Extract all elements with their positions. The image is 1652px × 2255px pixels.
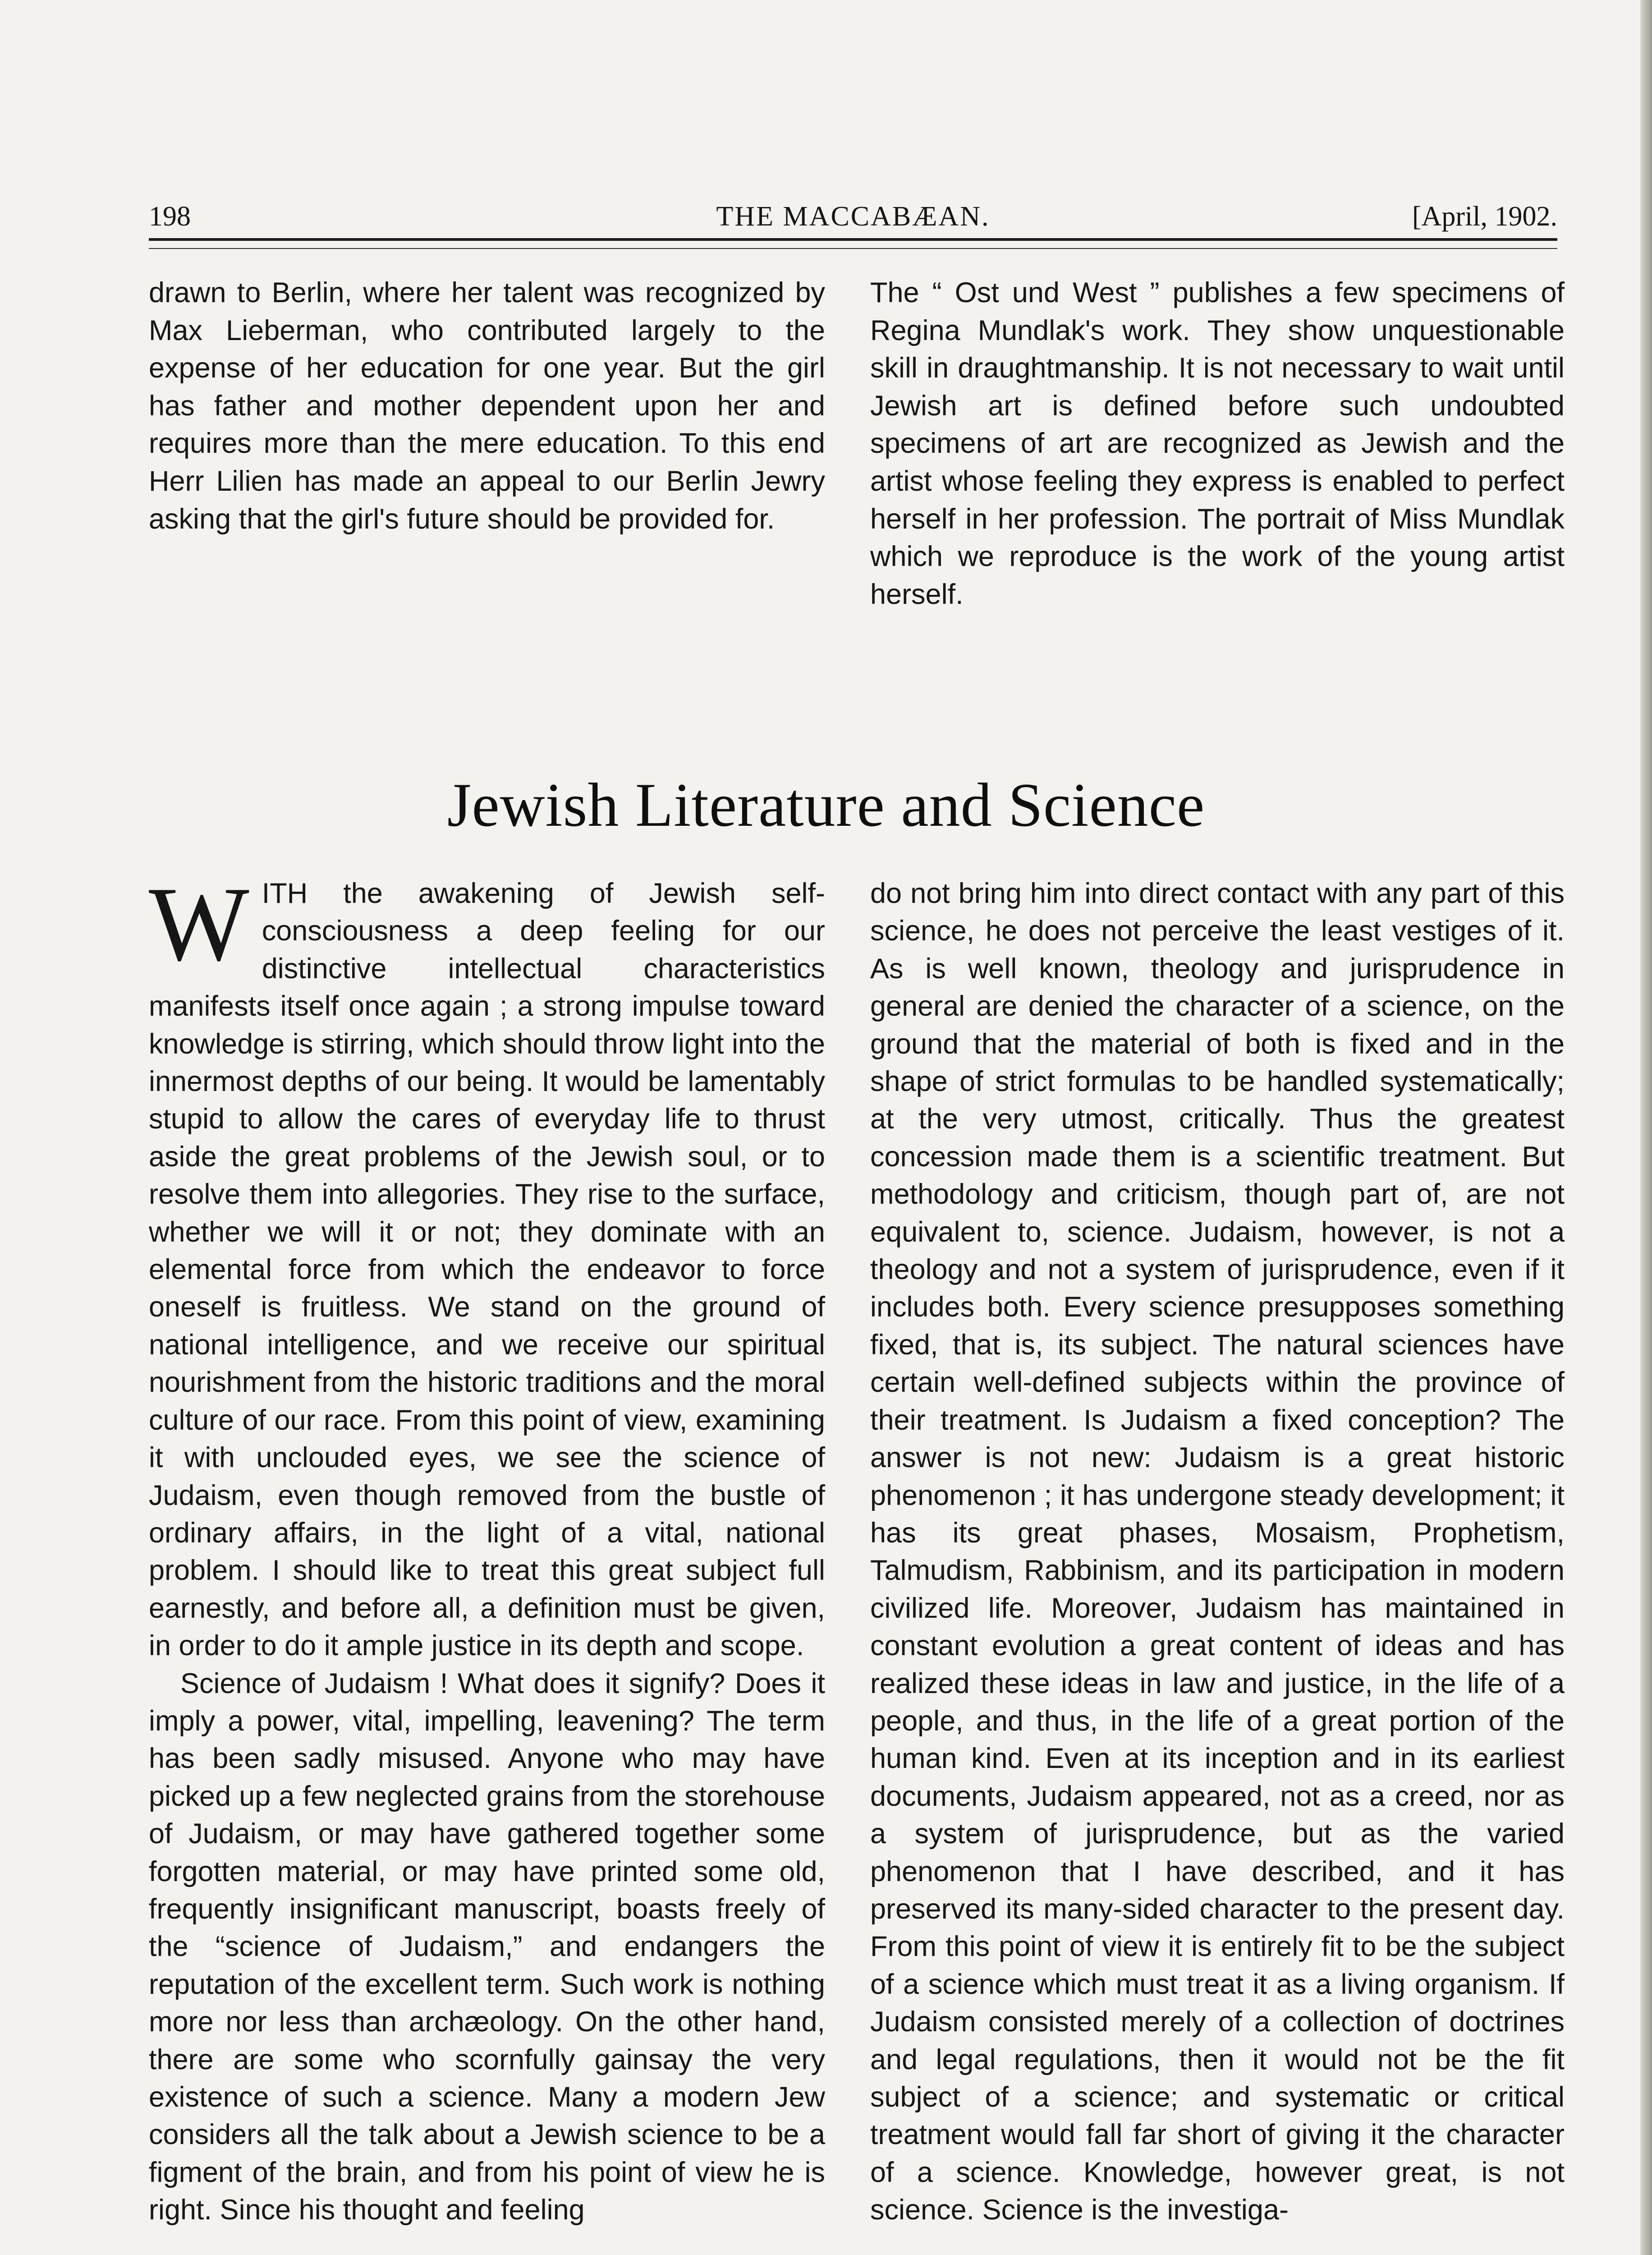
article-right-column [870,875,1565,2229]
article-paragraph-1 [149,865,825,1665]
top-right-column [870,274,1565,613]
top-left-paragraph: drawn to Berlin, where her talent was recognized by Max Lieberman, who contributed largely to the expense of her education for one year. But the girl has father and mother dependent upon her and requires more than the mere education. To this end Herr Lilien has made an appeal to our Berlin Jewry asking that the girl's future should be provided for. [149,277,825,535]
journal-title: THE MACCABÆAN. [716,201,990,232]
top-left-column [149,274,825,538]
running-head [149,194,1557,239]
article-title: Jewish Literature and Science [447,770,1205,839]
page-number: 198 [149,201,191,232]
header-rule [149,238,1557,241]
paragraph-1-text: ITH the awakening of Jewish self-consciousness a deep feeling for our distinctive intellectual characteristics manifests itself once again ; a strong impulse toward knowledge is stirring, which should throw light into the innermost depths of our being. It would be lamentably stupid to allow the cares of everyday life to thrust aside the great problems of the Jewish soul, or to resolve them into allegories. They rise to the surface, whether we will it or not; they dominate with an elemental force from which the endeavor to force oneself is fruitless. We stand on the ground of national intelligence, and we receive our spiritual nourishment from the historic traditions and the moral culture of our race. From this point of view, examining it with unclouded eyes, we see the science of Judaism, even though removed from the bustle of ordinary affairs, in the light of a vital, national problem. I should like to treat this great subject full earnestly, and before all, a definition must be given, in order to do it ample justice in its depth and scope. [149,878,825,1662]
top-right-paragraph: The “ Ost und West ” publishes a few specimens of Regina Mundlak's work. They show unquestionable skill in draughtmanship. It is not necessary to wait until Jewish art is defined before such undoubted specimens of art are recognized as Jewish and the artist whose feeling they express is enabled to perfect herself in her profession. The portrait of Miss Mundlak which we reproduce is the work of the young artist herself. [870,277,1565,610]
issue-date: [April, 1902. [1412,201,1557,232]
article-left-column [149,865,825,2229]
article-paragraph-2: Science of Judaism ! What does it signify? Does it imply a power, vital, impelling, leavening? The term has been sadly misused. Anyone who may have picked up a few neglected grains from the storehouse of Judaism, or may have gathered together some forgotten material, or may have printed some old, frequently insignificant manuscript, boasts freely of the “science of Judaism,” and endangers the reputation of the excellent term. Such work is nothing more nor less than archæology. On the other hand, there are some who scornfully gainsay the very existence of such a science. Many a modern Jew considers all the talk about a Jewish science to be a figment of the brain, and from his point of view he is right. Since his thought and feeling [149,1667,825,2226]
article-paragraph-3: do not bring him into direct contact with any part of this science, he does not perceive the least vestiges of it. As is well known, theology and jurisprudence in general are denied the character of a science, on the ground that the material of both is fixed and in the shape of strict formulas to be handled systematically; at the very utmost, critically. Thus the greatest concession made them is a scientific treatment. But methodology and criticism, though part of, are not equivalent to, science. Judaism, however, is not a theology and not a system of jurisprudence, even if it includes both. Every science presupposes something fixed, that is, its subject. The natural sciences have certain well-defined subjects within the province of their treatment. Is Judaism a fixed conception? The answer is not new: Judaism is a great historic phenomenon ; it has undergone steady development; it has its great phases, Mosaism, Prophetism, Talmudism, Rabbinism, and its participation in modern civilized life. Moreover, Judaism has maintained in constant evolution a great content of ideas and has realized these ideas in law and justice, in the life of a people, and thus, in the life of a great portion of the human kind. Even at its inception and in its earliest documents, Judaism appeared, not as a creed, nor as a system of jurisprudence, but as the varied phenomenon that I have described, and it has preserved its many-sided character to the present day. From this point of view it is entirely fit to be the subject of a science which must treat it as a living organism. If Judaism consisted merely of a collection of doctrines and legal regulations, then it would not be the fit subject of a science; and systematic or critical treatment would fall far short of giving it the character of a science. Knowledge, however great, is not science. Science is the investiga- [870,878,1565,2226]
scan-edge [1640,0,1652,2255]
drop-cap: W [149,865,249,983]
header-rule-thin [149,248,1557,249]
